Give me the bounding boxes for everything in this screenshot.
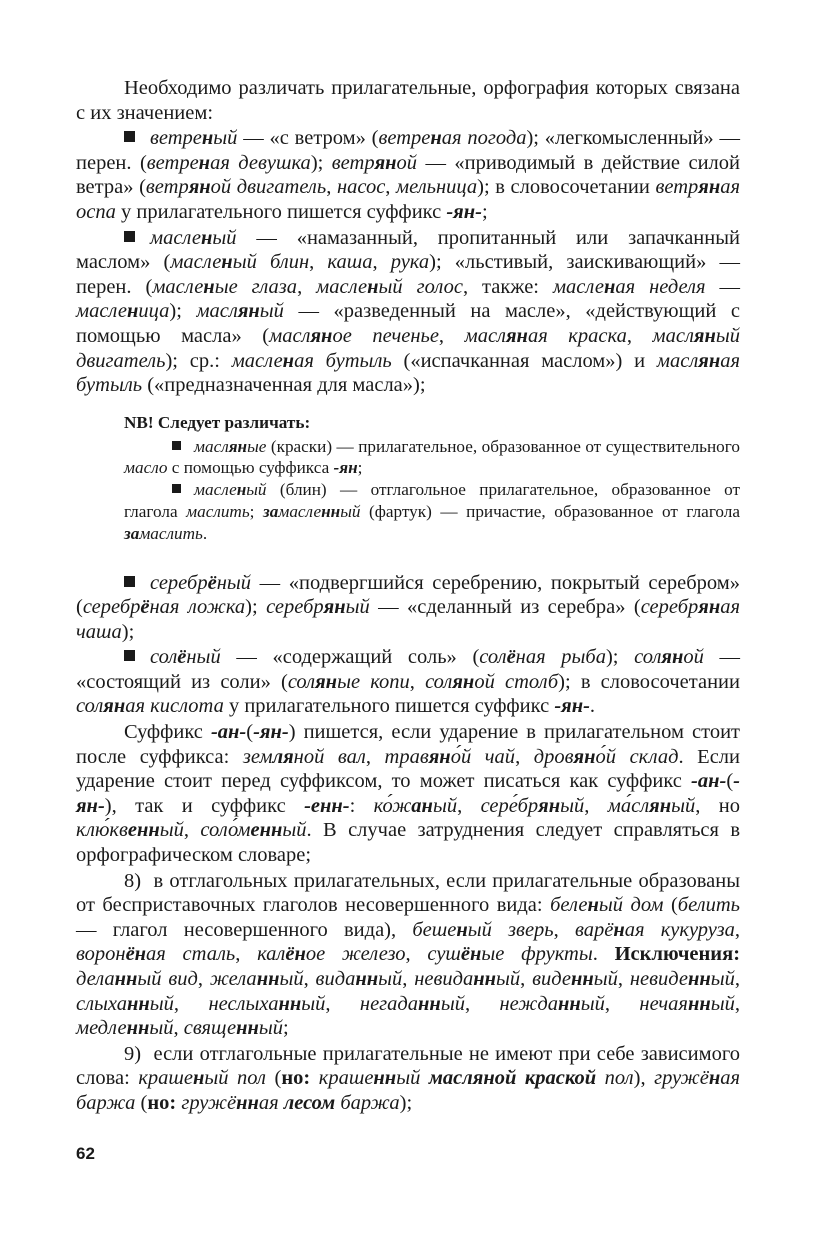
paragraph-suffix-an: Суффикс -ан-(-ян-) пишется, если ударение в прилагательном стоит после суффикса: земляной вал, травяно́й чай, дровяно́й склад. Если ударение стоит перед суффиксом, то может писаться как суффикс -ан-(-ян-), так и суффикс -енн-: ко́жаный, сере́бряный, ма́сляный, но клю́квенный, соло́менный. В случае затруднения следует справляться в орфографическом словаре; (76, 721, 741, 867)
bullet-icon (172, 441, 181, 450)
page-number: 62 (76, 1144, 95, 1163)
nb-item-maslyanye: масляные (краски) — прилагательное, образованное от существительного масло с помощью суффикса -ян; (124, 436, 740, 478)
list-item-vetreny: ветреный — «с ветром» (ветреная погода); «легкомысленный» — перен. (ветреная девушка); ветряной — «приводимый в действие силой ветра» (ветряной двигатель, насос, мельница); в словосочетании ветряная оспа у прилагательного пишется суффикс -ян-; (76, 127, 741, 223)
rule-8-paragraph: 8) в отглагольных прилагательных, если прилагательные образованы от бесприставочных глаголов несовершенного вида: беленый дом (белить — глагол несовершенного вида), бешеный зверь, варёная кукуруза, воронёная сталь, калёное железо, сушёные фрукты. Исключения: деланный вид, желанный, виданный, невиданный, виденный, невиденный, слыханный, неслыханный, негаданный, нежданный, нечаянный, медленный, священный; (76, 869, 741, 1040)
bullet-icon (124, 131, 135, 142)
rule-9-paragraph: 9) если отглагольные прилагательные не имеют при себе зависимого слова: крашеный пол (но: крашенный масляной краской пол), гружёная баржа (но: гружённая лесом баржа); (76, 1042, 741, 1114)
bullet-icon (124, 231, 135, 242)
nb-item-masleny: масленый (блин) — отглагольное прилагательное, образованное от глагола маслить; замасленный (фартук) — причастие, образованное от глагола замаслить. (124, 480, 741, 543)
intro-paragraph: Необходимо различать прилагательные, орфография которых связана с их значением: (76, 77, 740, 124)
list-item-solyony: солёный — «содержащий соль» (солёная рыба); соляной — «состоящий из соли» (соляные копи, соляной столб); в словосочетании соляная кислота у прилагательного пишется суффикс -ян-. (76, 646, 741, 718)
bullet-icon (124, 576, 135, 587)
list-item-masleny: масленый — «намазанный, пропитанный или запачканный маслом» (масленый блин, каша, рука); «льстивый, заискивающий» — перен. (масленые глаза, масленый голос, также: масленая неделя — масленица); масляный — «разведенный на масле», «действующий с помощью масла» (масляное печенье, масляная краска, масляный двигатель); ср.: масленая бутыль («испачканная маслом») и масляная бутыль («предназначенная для масла»); (76, 226, 741, 397)
bullet-icon (124, 650, 135, 661)
nb-note-box (124, 412, 740, 545)
nb-title: NB! Следует различать: (124, 412, 311, 432)
page-body (76, 76, 740, 1117)
list-item-serebreny: серебрёный — «подвергшийся серебрению, покрытый серебром» (серебрёная ложка); серебряный — «сделанный из серебра» (серебряная чаша); (76, 571, 740, 643)
bullet-icon (172, 484, 181, 493)
